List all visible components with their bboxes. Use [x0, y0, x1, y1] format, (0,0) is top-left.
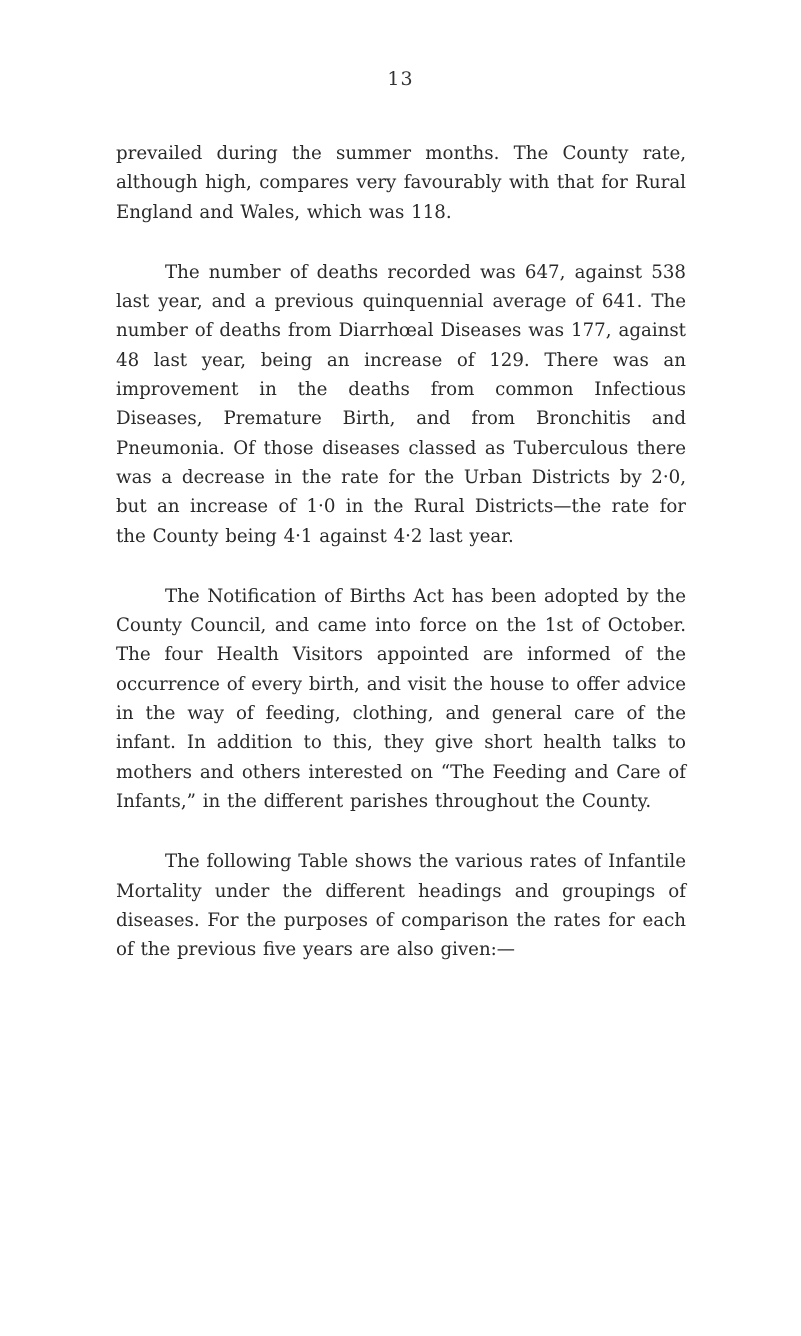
paragraph-notification-of-births: The Notification of Births Act has been adopted by the County Council, and came into force on the 1st of October. The four Health Visitors appointed are informed of the occurrence of every birth, and visit the house to offer advice in the way of feeding, clothing, and general care of the infant. In addition to this, they give short health talks to mothers and others interested on “The Feeding and Care of Infants,” in the different parishes throughout the County.: [116, 585, 686, 812]
body-text: [116, 139, 686, 964]
paragraph-deaths: The number of deaths recorded was 647, against 538 last year, and a previous quinquennial average of 641. The number of deaths from Diarrhœal Diseases was 177, against 48 last year, being an increase of 129. There was an improvement in the deaths from common Infectious Diseases, Premature Birth, and from Bronchitis and Pneumonia. Of those diseases classed as Tuberculous there was a decrease in the rate for the Urban Districts by 2·0, but an increase of 1·0 in the Rural Districts—the rate for the County being 4·1 against 4·2 last year.: [116, 261, 686, 547]
paragraph-infantile-mortality-table: The following Table shows the various rates of Infantile Mortality under the different headings and groupings of diseases. For the purposes of comparison the rates for each of the previous five years are also given:—: [116, 851, 686, 961]
page-number: 13: [387, 68, 414, 90]
paragraph-continuation: prevailed during the summer months. The County rate, although high, compares very favourably with that for Rural England and Wales, which was 118.: [116, 143, 686, 223]
